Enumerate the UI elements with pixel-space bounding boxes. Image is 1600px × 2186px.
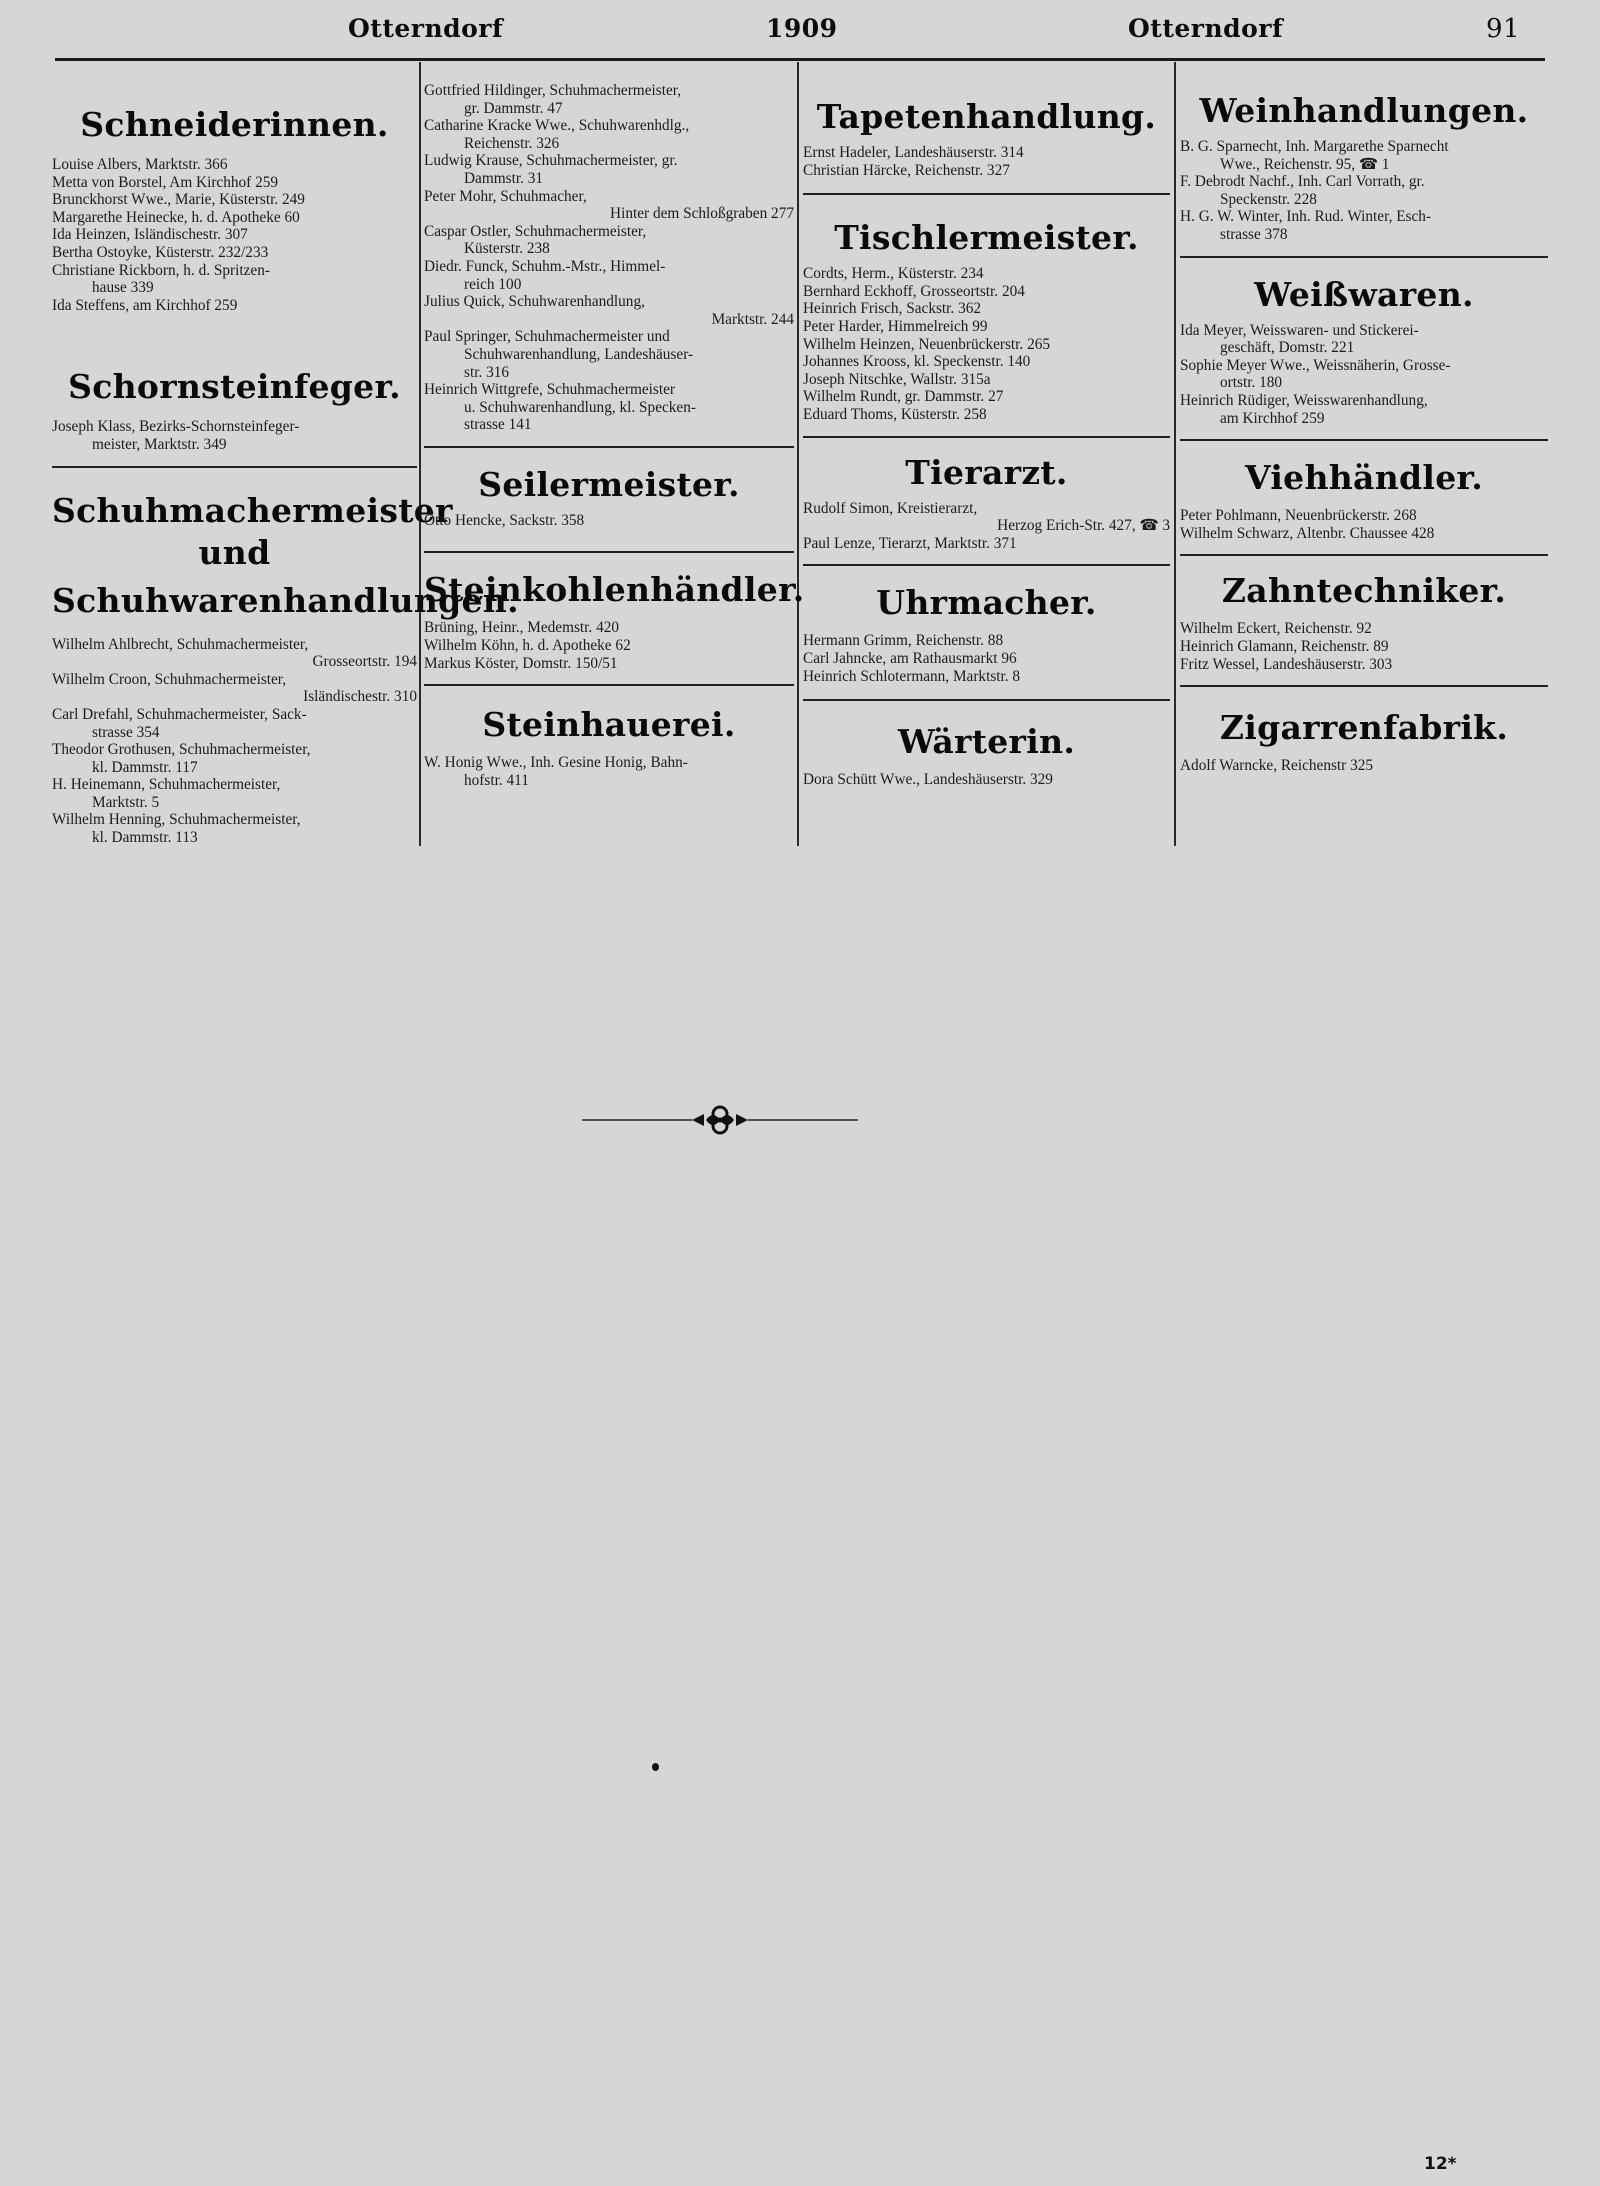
column-divider xyxy=(419,62,421,846)
entry-line: Ida Steffens, am Kirchhof 259 xyxy=(52,296,238,314)
entry-line: Grosseortstr. 194 xyxy=(312,653,417,671)
column-3 xyxy=(803,64,1170,846)
section-list xyxy=(1180,138,1548,244)
entry-line: Catharine Kracke Wwe., Schuhwarenhdlg., xyxy=(424,117,690,135)
entry-line: Sophie Meyer Wwe., Weissnäherin, Grosse- xyxy=(1180,356,1451,374)
section-list xyxy=(424,512,794,530)
section-heading: Schuhmachermeister und xyxy=(52,490,453,572)
entry-line: Peter Pohlmann, Neuenbrückerstr. 268 xyxy=(1180,507,1417,525)
column-divider xyxy=(1174,62,1176,846)
entry-line: Christian Härcke, Reichenstr. 327 xyxy=(803,161,1010,179)
entry-line: Peter Mohr, Schuhmacher, xyxy=(424,187,587,205)
entry-line: hause 339 xyxy=(92,279,154,297)
directory-entry xyxy=(803,144,1170,162)
section-list xyxy=(803,500,1170,553)
section-list xyxy=(1180,507,1548,542)
entry-line: Heinrich Schlotermann, Marktstr. 8 xyxy=(803,667,1021,685)
section-list xyxy=(52,418,417,453)
directory-entry xyxy=(424,637,794,655)
section-heading: Weinhandlungen. xyxy=(1199,91,1529,130)
section-list xyxy=(424,619,794,672)
header-town-right: Otterndorf xyxy=(1128,14,1284,43)
directory-entry xyxy=(52,209,417,227)
directory-entry xyxy=(424,152,794,187)
directory-entry xyxy=(52,776,417,811)
entry-line: H. G. W. Winter, Inh. Rud. Winter, Esch- xyxy=(1180,208,1432,226)
entry-line: Peter Harder, Himmelreich 99 xyxy=(803,317,988,335)
entry-line: Caspar Ostler, Schuhmachermeister, xyxy=(424,222,647,240)
directory-entry xyxy=(803,388,1170,406)
entry-line: gr. Dammstr. 47 xyxy=(464,99,563,117)
entry-line: B. G. Sparnecht, Inh. Margarethe Sparnecht xyxy=(1180,138,1449,155)
header-rule xyxy=(55,58,1545,61)
directory-entry xyxy=(803,668,1170,686)
section-heading: Tierarzt. xyxy=(905,452,1068,492)
entry-line: Margarethe Heinecke, h. d. Apotheke 60 xyxy=(52,208,300,226)
directory-entry xyxy=(803,318,1170,336)
entry-line: Wilhelm Ahlbrecht, Schuhmachermeister, xyxy=(52,635,309,653)
entry-line: Hinter dem Schloßgraben 277 xyxy=(610,205,794,223)
directory-entry xyxy=(1180,757,1548,775)
entry-line: Christiane Rickborn, h. d. Spritzen- xyxy=(52,261,270,279)
signature-mark: 12* xyxy=(1424,2154,1457,2174)
section-heading: Zigarrenfabrik. xyxy=(1219,708,1509,748)
directory-entry xyxy=(424,512,794,530)
entry-line: kl. Dammstr. 117 xyxy=(92,758,198,776)
directory-entry xyxy=(1180,638,1548,656)
directory-entry xyxy=(52,156,417,174)
entry-line: Joseph Klass, Bezirks-Schornsteinfeger- xyxy=(52,418,300,436)
entry-line: geschäft, Domstr. 221 xyxy=(1220,339,1355,357)
entry-line: Marktstr. 5 xyxy=(92,793,160,811)
entry-line: Markus Köster, Domstr. 150/51 xyxy=(424,654,618,672)
section-list xyxy=(1180,322,1548,428)
entry-line: str. 316 xyxy=(464,363,510,381)
entry-line: Heinrich Frisch, Sackstr. 362 xyxy=(803,300,982,318)
ornament-icon xyxy=(580,1100,860,1140)
directory-entry xyxy=(803,300,1170,318)
directory-entry xyxy=(803,771,1170,789)
directory-entry xyxy=(52,262,417,297)
entry-line: Wilhelm Eckert, Reichenstr. 92 xyxy=(1180,620,1372,638)
directory-entry xyxy=(803,353,1170,371)
directory-entry xyxy=(424,82,794,117)
entry-line: Louise Albers, Marktstr. 366 xyxy=(52,156,228,173)
entry-line: Carl Drefahl, Schuhmachermeister, Sack- xyxy=(52,705,307,723)
entry-line: Speckenstr. 228 xyxy=(1220,190,1317,208)
directory-entry xyxy=(424,117,794,152)
directory-entry xyxy=(52,706,417,741)
entry-line: Theodor Grothusen, Schuhmachermeister, xyxy=(52,741,311,759)
directory-entry xyxy=(424,258,794,293)
entry-line: Ida Meyer, Weisswaren- und Stickerei- xyxy=(1180,321,1419,339)
entry-line: Joseph Nitschke, Wallstr. 315a xyxy=(803,370,991,388)
section-list xyxy=(424,82,794,434)
directory-entry xyxy=(424,328,794,381)
entry-line: Marktstr. 244 xyxy=(711,310,794,328)
entry-line: Dora Schütt Wwe., Landeshäuserstr. 329 xyxy=(803,771,1053,789)
entry-line: Carl Jahncke, am Rathausmarkt 96 xyxy=(803,649,1017,667)
directory-entry xyxy=(1180,138,1548,173)
section-list xyxy=(1180,620,1548,673)
section-heading: Uhrmacher. xyxy=(876,583,1097,623)
entry-line: Wilhelm Schwarz, Altenbr. Chaussee 428 xyxy=(1180,524,1435,542)
entry-line: reich 100 xyxy=(464,275,522,293)
section-heading: Tischlermeister. xyxy=(834,218,1139,258)
entry-line: Küsterstr. 238 xyxy=(464,240,550,258)
directory-entry xyxy=(52,418,417,453)
directory-entry xyxy=(424,223,794,258)
directory-entry xyxy=(424,619,794,637)
directory-entry xyxy=(424,655,794,673)
directory-entry xyxy=(52,741,417,776)
directory-entry xyxy=(52,636,417,671)
column-4 xyxy=(1180,64,1548,846)
entry-line: Herzog Erich-Str. 427, ☎ 3 xyxy=(997,517,1170,535)
entry-line: Dammstr. 31 xyxy=(464,169,544,187)
directory-entry xyxy=(52,297,417,315)
section-heading: Steinhauerei. xyxy=(482,705,736,745)
entry-line: Ludwig Krause, Schuhmachermeister, gr. xyxy=(424,152,678,170)
entry-line: F. Debrodt Nachf., Inh. Carl Vorrath, gr. xyxy=(1180,173,1425,191)
entry-line: Heinrich Glamann, Reichenstr. 89 xyxy=(1180,637,1389,655)
entry-line: u. Schuhwarenhandlung, kl. Specken- xyxy=(464,398,696,416)
section-heading: Tapetenhandlung. xyxy=(816,97,1157,136)
entry-line: W. Honig Wwe., Inh. Gesine Honig, Bahn- xyxy=(424,754,688,772)
directory-entry xyxy=(803,650,1170,668)
section-list xyxy=(803,632,1170,685)
section-heading: Schneiderinnen. xyxy=(80,105,389,144)
entry-line: Wilhelm Rundt, gr. Dammstr. 27 xyxy=(803,388,1004,406)
entry-line: ortstr. 180 xyxy=(1220,374,1283,392)
entry-line: Schuhwarenhandlung, Landeshäuser- xyxy=(464,345,694,363)
entry-line: Ida Heinzen, Isländischestr. 307 xyxy=(52,226,248,244)
entry-line: Isländischestr. 310 xyxy=(303,688,417,706)
section-list xyxy=(1180,757,1548,775)
entry-line: Wilhelm Henning, Schuhmachermeister, xyxy=(52,811,301,829)
entry-line: Eduard Thoms, Küsterstr. 258 xyxy=(803,405,987,423)
directory-entry xyxy=(52,671,417,706)
column-2 xyxy=(424,64,805,846)
directory-entry xyxy=(1180,392,1548,427)
directory-entry xyxy=(1180,322,1548,357)
entry-line: Brüning, Heinr., Medemstr. 420 xyxy=(424,619,620,637)
entry-line: Fritz Wessel, Landeshäuserstr. 303 xyxy=(1180,655,1393,673)
section-heading: Schornsteinfeger. xyxy=(68,367,401,407)
directory-entry xyxy=(803,283,1170,301)
entry-line: Julius Quick, Schuhwarenhandlung, xyxy=(424,293,645,311)
section-heading: Viehhändler. xyxy=(1245,458,1483,498)
directory-entry xyxy=(52,244,417,262)
entry-line: Cordts, Herm., Küsterstr. 234 xyxy=(803,265,984,283)
entry-line: Ernst Hadeler, Landeshäuserstr. 314 xyxy=(803,144,1024,161)
entry-line: Paul Lenze, Tierarzt, Marktstr. 371 xyxy=(803,534,1017,552)
entry-line: Otto Hencke, Sackstr. 358 xyxy=(424,511,585,529)
directory-entry xyxy=(52,226,417,244)
directory-entry xyxy=(424,381,794,434)
header-town-left: Otterndorf xyxy=(348,14,504,43)
directory-entry xyxy=(52,191,417,209)
entry-line: Gottfried Hildinger, Schuhmachermeister, xyxy=(424,82,682,99)
entry-line: Wilhelm Croon, Schuhmachermeister, xyxy=(52,670,287,688)
entry-line: Paul Springer, Schuhmachermeister und xyxy=(424,328,670,346)
directory-entry xyxy=(1180,173,1548,208)
directory-entry xyxy=(803,500,1170,535)
section-list xyxy=(803,771,1170,789)
entry-line: Wilhelm Heinzen, Neuenbrückerstr. 265 xyxy=(803,335,1051,353)
entry-line: strasse 141 xyxy=(464,416,532,434)
entry-line: Heinrich Rüdiger, Weisswarenhandlung, xyxy=(1180,391,1428,409)
directory-entry xyxy=(803,371,1170,389)
entry-line: Wwe., Reichenstr. 95, ☎ 1 xyxy=(1220,155,1390,173)
directory-entry xyxy=(803,265,1170,283)
directory-entry xyxy=(424,293,794,328)
entry-line: Bertha Ostoyke, Küsterstr. 232/233 xyxy=(52,243,269,261)
section-heading: Schuhwarenhandlungen. xyxy=(52,580,519,620)
directory-entry xyxy=(424,754,794,789)
entry-line: Reichenstr. 326 xyxy=(464,134,560,152)
directory-entry xyxy=(1180,525,1548,543)
section-list xyxy=(52,156,417,314)
header-year: 1909 xyxy=(766,14,838,43)
directory-entry xyxy=(1180,656,1548,674)
entry-line: Wilhelm Köhn, h. d. Apotheke 62 xyxy=(424,637,631,655)
entry-line: kl. Dammstr. 113 xyxy=(92,829,198,847)
page-number: 91 xyxy=(1486,14,1521,44)
section-heading: Zahntechniker. xyxy=(1221,571,1507,611)
entry-line: Diedr. Funck, Schuhm.-Mstr., Himmel- xyxy=(424,257,666,275)
entry-line: H. Heinemann, Schuhmachermeister, xyxy=(52,776,281,794)
directory-entry xyxy=(52,811,417,846)
entry-line: Brunckhorst Wwe., Marie, Küsterstr. 249 xyxy=(52,191,305,209)
directory-entry xyxy=(803,162,1170,180)
directory-entry xyxy=(1180,357,1548,392)
entry-line: meister, Marktstr. 349 xyxy=(92,435,227,453)
directory-entry xyxy=(1180,208,1548,243)
section-list xyxy=(803,144,1170,179)
section-heading: Weißwaren. xyxy=(1254,274,1474,314)
entry-line: Heinrich Wittgrefe, Schuhmachermeister xyxy=(424,381,675,399)
entry-line: strasse 378 xyxy=(1220,225,1288,243)
column-divider xyxy=(797,62,799,846)
entry-line: Hermann Grimm, Reichenstr. 88 xyxy=(803,632,1004,650)
ink-dot xyxy=(652,1763,659,1771)
section-list xyxy=(803,265,1170,423)
directory-entry xyxy=(803,535,1170,553)
directory-entry xyxy=(803,406,1170,424)
entry-line: strasse 354 xyxy=(92,723,160,741)
entry-line: Metta von Borstel, Am Kirchhof 259 xyxy=(52,173,279,191)
directory-entry xyxy=(1180,620,1548,638)
entry-line: Bernhard Eckhoff, Grosseortstr. 204 xyxy=(803,282,1025,300)
directory-entry xyxy=(1180,507,1548,525)
entry-line: Rudolf Simon, Kreistierarzt, xyxy=(803,499,978,517)
section-heading: Steinkohlenhändler. xyxy=(424,570,805,610)
directory-entry xyxy=(803,632,1170,650)
section-list xyxy=(424,754,794,789)
section-list xyxy=(52,636,417,847)
entry-line: Johannes Krooss, kl. Speckenstr. 140 xyxy=(803,353,1031,371)
directory-entry xyxy=(803,336,1170,354)
section-heading: Wärterin. xyxy=(897,722,1076,762)
directory-entry xyxy=(424,188,794,223)
entry-line: am Kirchhof 259 xyxy=(1220,409,1325,427)
entry-line: Adolf Warncke, Reichenstr 325 xyxy=(1180,757,1374,775)
section-heading: Seilermeister. xyxy=(478,464,740,504)
entry-line: hofstr. 411 xyxy=(464,771,529,789)
directory-entry xyxy=(52,174,417,192)
